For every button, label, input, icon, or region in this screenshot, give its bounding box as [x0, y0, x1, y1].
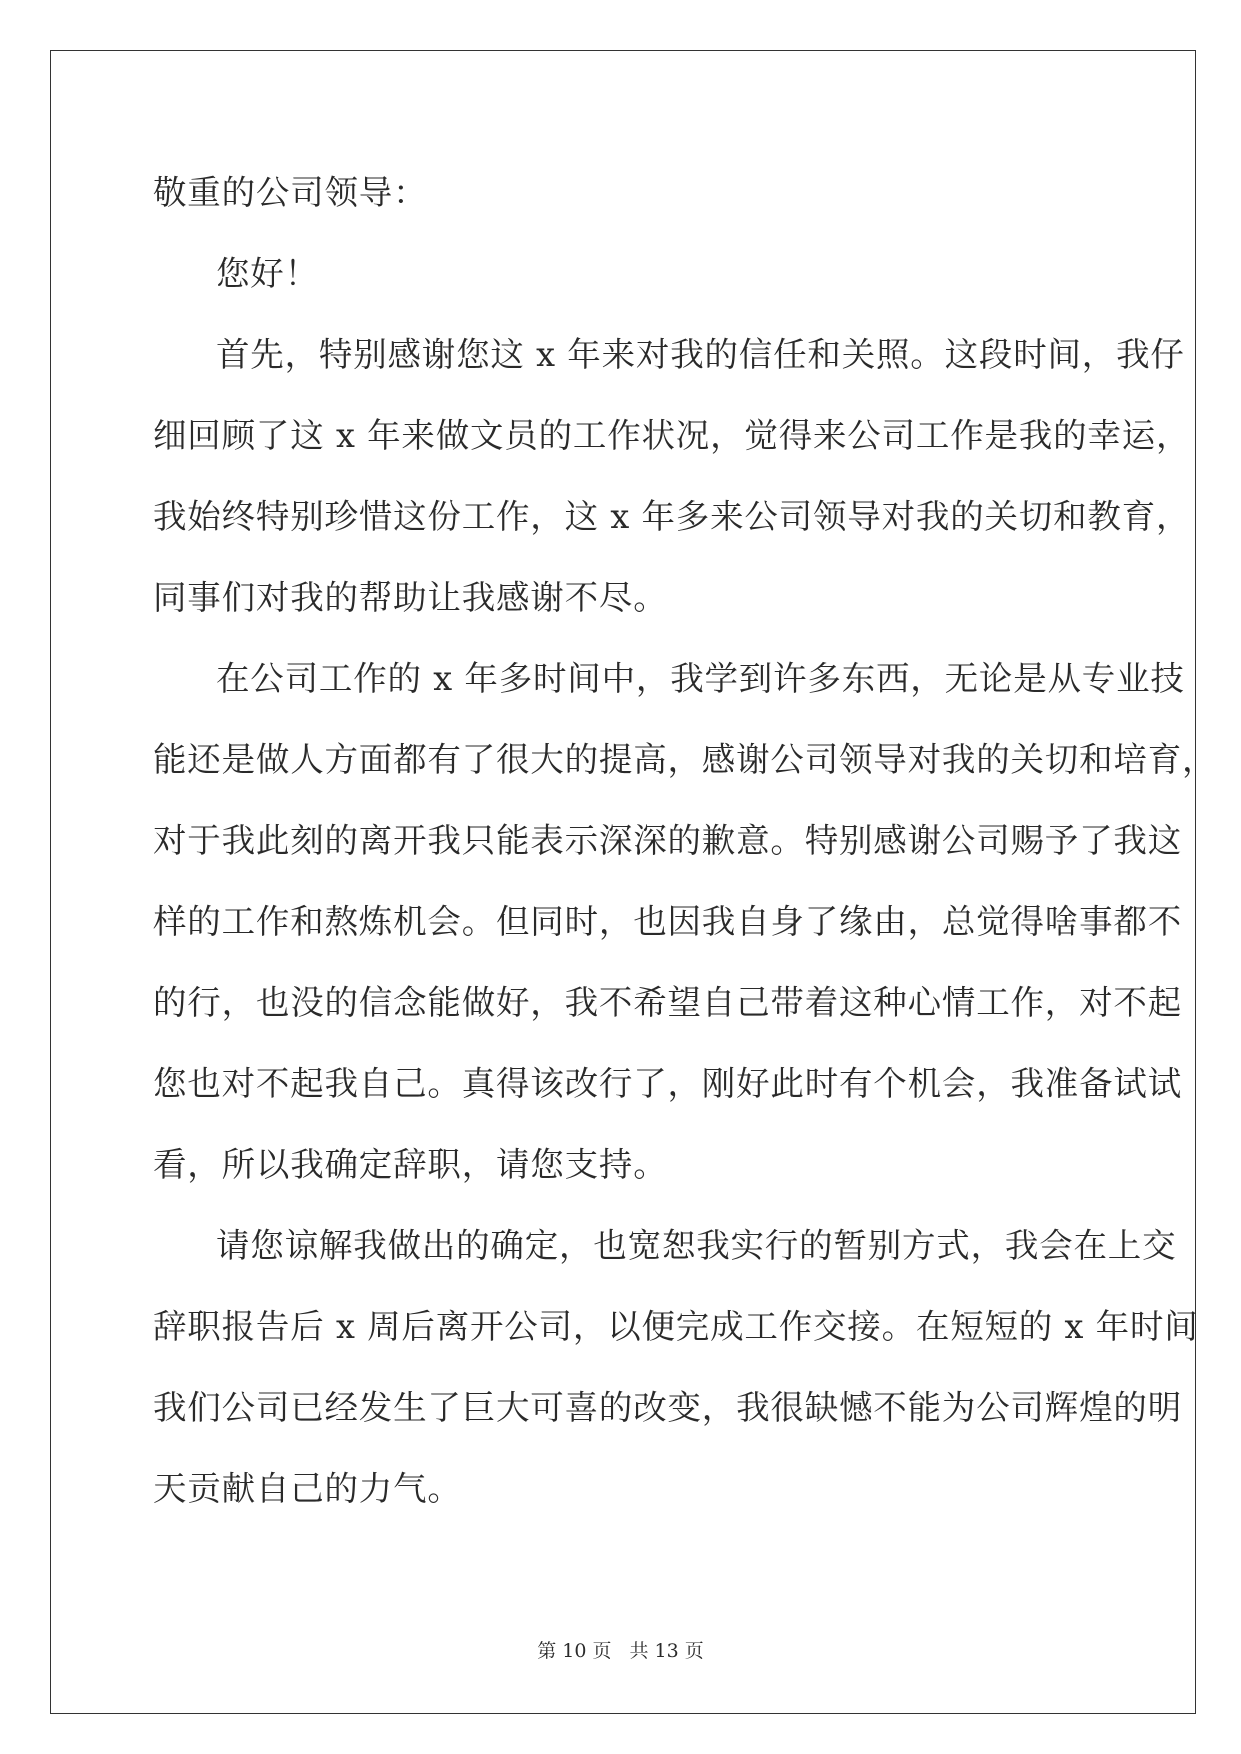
- total-pages: 共 13 页: [629, 1640, 704, 1662]
- paragraph-2-line-3: 对于我此刻的离开我只能表示深深的歉意。特别感谢公司赐予了我这: [153, 821, 1182, 860]
- paragraph-1-line-4: 同事们对我的帮助让我感谢不尽。: [153, 578, 668, 617]
- paragraph-3-line-4: 天贡献自己的力气。: [153, 1469, 462, 1508]
- paragraph-2-line-7: 看，所以我确定辞职，请您支持。: [153, 1145, 668, 1184]
- paragraph-2-line-1: 在公司工作的 x 年多时间中，我学到许多东西，无论是从专业技: [216, 659, 1185, 698]
- paragraph-2-line-6: 您也对不起我自己。真得该改行了，刚好此时有个机会，我准备试试: [153, 1064, 1182, 1103]
- paragraph-3-line-3: 我们公司已经发生了巨大可喜的改变，我很缺憾不能为公司辉煌的明: [153, 1388, 1182, 1427]
- paragraph-1-line-2: 细回顾了这 x 年来做文员的工作状况，觉得来公司工作是我的幸运，: [153, 416, 1191, 455]
- greeting: 您好！: [216, 254, 319, 293]
- paragraph-2-line-5: 的行，也没的信念能做好，我不希望自己带着这种心情工作，对不起: [153, 983, 1182, 1022]
- salutation: 敬重的公司领导：: [153, 173, 428, 212]
- paragraph-3-line-2: 辞职报告后 x 周后离开公司，以便完成工作交接。在短短的 x 年时间: [153, 1307, 1199, 1346]
- paragraph-1-line-3: 我始终特别珍惜这份工作，这 x 年多来公司领导对我的关切和教育，: [153, 497, 1191, 536]
- paragraph-1-line-1: 首先，特别感谢您这 x 年来对我的信任和关照。这段时间，我仔: [216, 335, 1185, 374]
- page-frame: [50, 50, 1196, 1714]
- paragraph-3-line-1: 请您谅解我做出的确定，也宽恕我实行的暂别方式，我会在上交: [216, 1226, 1177, 1265]
- paragraph-2-line-4: 样的工作和熬炼机会。但同时，也因我自身了缘由，总觉得啥事都不: [153, 902, 1182, 941]
- current-page-number: 第 10 页: [537, 1640, 612, 1662]
- page-footer: [0, 1639, 1241, 1663]
- paragraph-2-line-2: 能还是做人方面都有了很大的提高，感谢公司领导对我的关切和培育，: [153, 740, 1217, 779]
